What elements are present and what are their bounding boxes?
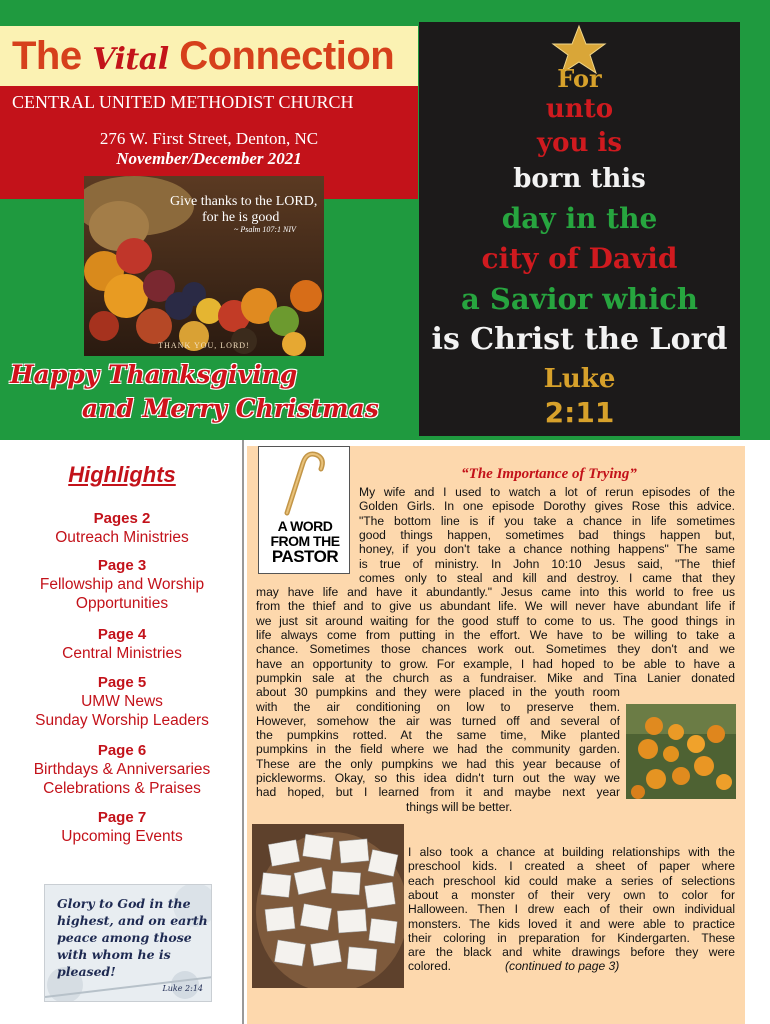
greeting-line-1: Happy Thanksgiving [10, 360, 298, 389]
highlight-description: Opportunities [75, 595, 169, 612]
article-line: may have life and have it abundantly." Jesus came into this world to free us [256, 585, 735, 600]
header-band [0, 0, 770, 440]
highlight-page-number: Page 6 [97, 742, 147, 759]
verse-line: is Christ the Lord [431, 322, 728, 357]
holiday-greeting [10, 358, 379, 426]
monster-drawings-photo [252, 824, 404, 988]
glory-verse-text [57, 895, 208, 980]
luke-verse-tree-art [419, 22, 740, 436]
glory-line: with whom he is [57, 947, 171, 962]
verse-line: 2:11 [544, 396, 615, 429]
article-line: These are the only pumpkins we had this year because of [256, 756, 620, 771]
highlight-description: UMW News [81, 693, 163, 710]
article-line: monsters. The kids loved it and were able to practice [408, 916, 735, 931]
verse-line: day in the [501, 202, 658, 235]
article-line: from the thief and to give us abundant life. We will never have abundant life if [256, 599, 735, 614]
glory-line: highest, and on earth [57, 913, 208, 928]
glory-to-god-card [44, 884, 212, 1002]
article-line: are the black and white drawings before they were [408, 945, 735, 960]
article-line: However, somehow the air was turned off and several of [256, 713, 620, 728]
article-line: I also took a chance at building relationships with the [408, 845, 735, 859]
newsletter-title [12, 34, 394, 79]
article-line: Halloween. Then I drew each of their own individual [408, 902, 735, 917]
thanks-footer: THANK YOU, LORD! [158, 341, 250, 350]
article-line: things will be better. [406, 799, 513, 814]
drawings-illustration [252, 824, 404, 988]
pumpkins-illustration [626, 704, 736, 799]
highlights-title: Highlights [68, 462, 176, 487]
thanks-reference: ~ Psalm 107:1 NIV [234, 225, 296, 234]
verse-line: For [557, 64, 602, 93]
article-line: Golden Girls. In one episode Dorothy gives Rose this advice. [359, 499, 735, 514]
word-from-the-pastor-logo [258, 446, 350, 574]
verse-line: unto [545, 94, 614, 124]
article-line: each preschool kid could make a series of selections [408, 873, 735, 888]
issue-date: November/December 2021 [116, 149, 302, 168]
glory-verse-reference: Luke 2:14 [162, 984, 203, 993]
verse-line: city of David [481, 242, 678, 275]
pumpkins-photo [626, 704, 736, 799]
highlight-description: Celebrations & Praises [43, 780, 201, 797]
article-line: pickleworms. Okay, so this idea didn't turn out the way we [256, 771, 620, 785]
shepherd-staff-icon [259, 447, 351, 519]
article-line: is true of ministry. In John 10:10 Jesus said, "The thief [359, 556, 735, 571]
article-line: life always come from putting in the effort. We have to be willing to take a [256, 628, 735, 642]
greeting-line-2: and Merry Christmas [82, 394, 379, 423]
verse-line: Luke [543, 364, 616, 394]
article-line: preschool kids. I created a sheet of paper where [408, 859, 735, 874]
thanks-line-1: Give thanks to the LORD, [170, 194, 318, 209]
highlight-page-number: Page 3 [97, 557, 147, 574]
highlight-description: Sunday Worship Leaders [35, 712, 209, 729]
highlight-description: Upcoming Events [61, 828, 183, 845]
church-address: 276 W. First Street, Denton, NC [99, 129, 319, 148]
glory-line: pleased! [57, 964, 116, 979]
logo-line-1: A WORD [277, 518, 333, 534]
highlight-description: Central Ministries [62, 645, 182, 662]
article-line: we just sit around waiting for the good stuff to come to us. The good things in [256, 613, 735, 628]
logo-line-a-word-from-the [259, 519, 351, 549]
article-line: "The bottom line is if you take a chance in life sometimes [359, 513, 735, 528]
highlight-page-number: Pages 2 [93, 510, 151, 527]
article-line: have an opportunity to grow. For example, I had hoped to be able to have a [256, 656, 735, 671]
highlight-description: Fellowship and Worship [39, 576, 205, 593]
highlight-description: Outreach Ministries [55, 529, 189, 546]
thanks-line-2: for he is good [202, 210, 280, 225]
church-name: CENTRAL UNITED METHODIST CHURCH [12, 92, 354, 112]
title-connection: Connection [179, 34, 395, 78]
title-vital: Vital [92, 42, 169, 77]
glory-line: Glory to God in the [57, 896, 191, 911]
article-line: My wife and I used to watch a lot of rerun episodes of the [359, 485, 735, 499]
glory-line: peace among those [57, 930, 192, 945]
logo-line-pastor: PASTOR [271, 547, 339, 566]
article-line: with the air conditioning on low to preserve them. [256, 699, 620, 714]
article-line: their coloring in preparation for Kindergarten. These [408, 930, 735, 945]
article-line: honey, if you don't take a chance nothing happens" The same [359, 542, 735, 557]
highlight-page-number: Page 4 [97, 626, 147, 643]
article-title: “The Importance of Trying” [461, 466, 637, 482]
highlight-page-number: Page 5 [97, 674, 147, 691]
article-line: had hoped, but I learned from it and maybe next year [256, 785, 620, 800]
article-line: chance. Sometimes those chances work out. Sometimes they don't and we [256, 642, 735, 657]
highlight-page-number: Page 7 [97, 809, 147, 826]
article-line: about 30 pumpkins and they were placed in the youth room [256, 685, 620, 700]
article-line: comes only to steal and kill and destroy. I came that they [359, 570, 735, 585]
article-line: good things happen, sometimes bad things happen but, [359, 527, 735, 542]
thanksgiving-cornucopia-image [84, 176, 324, 356]
article-line: about a monster of their very own to color for [408, 887, 735, 902]
continued-note: (continued to page 3) [505, 959, 620, 974]
highlight-description: Birthdays & Anniversaries [33, 761, 211, 778]
article-line: the pumpkins rotted. At the same time, Mike planted [256, 728, 620, 743]
logo-line-2: FROM THE [270, 533, 340, 549]
article-line: colored. [408, 959, 452, 974]
title-the: The [12, 34, 82, 78]
article-line: pumpkin sale at the church as a fundraiser. Mike and Tina Lanier donated [256, 670, 735, 685]
verse-line: you is [537, 128, 622, 158]
verse-line: born this [513, 164, 646, 194]
article-line: pumpkins in the field where we had the community garden. [256, 742, 620, 757]
verse-line: a Savior which [460, 282, 698, 316]
